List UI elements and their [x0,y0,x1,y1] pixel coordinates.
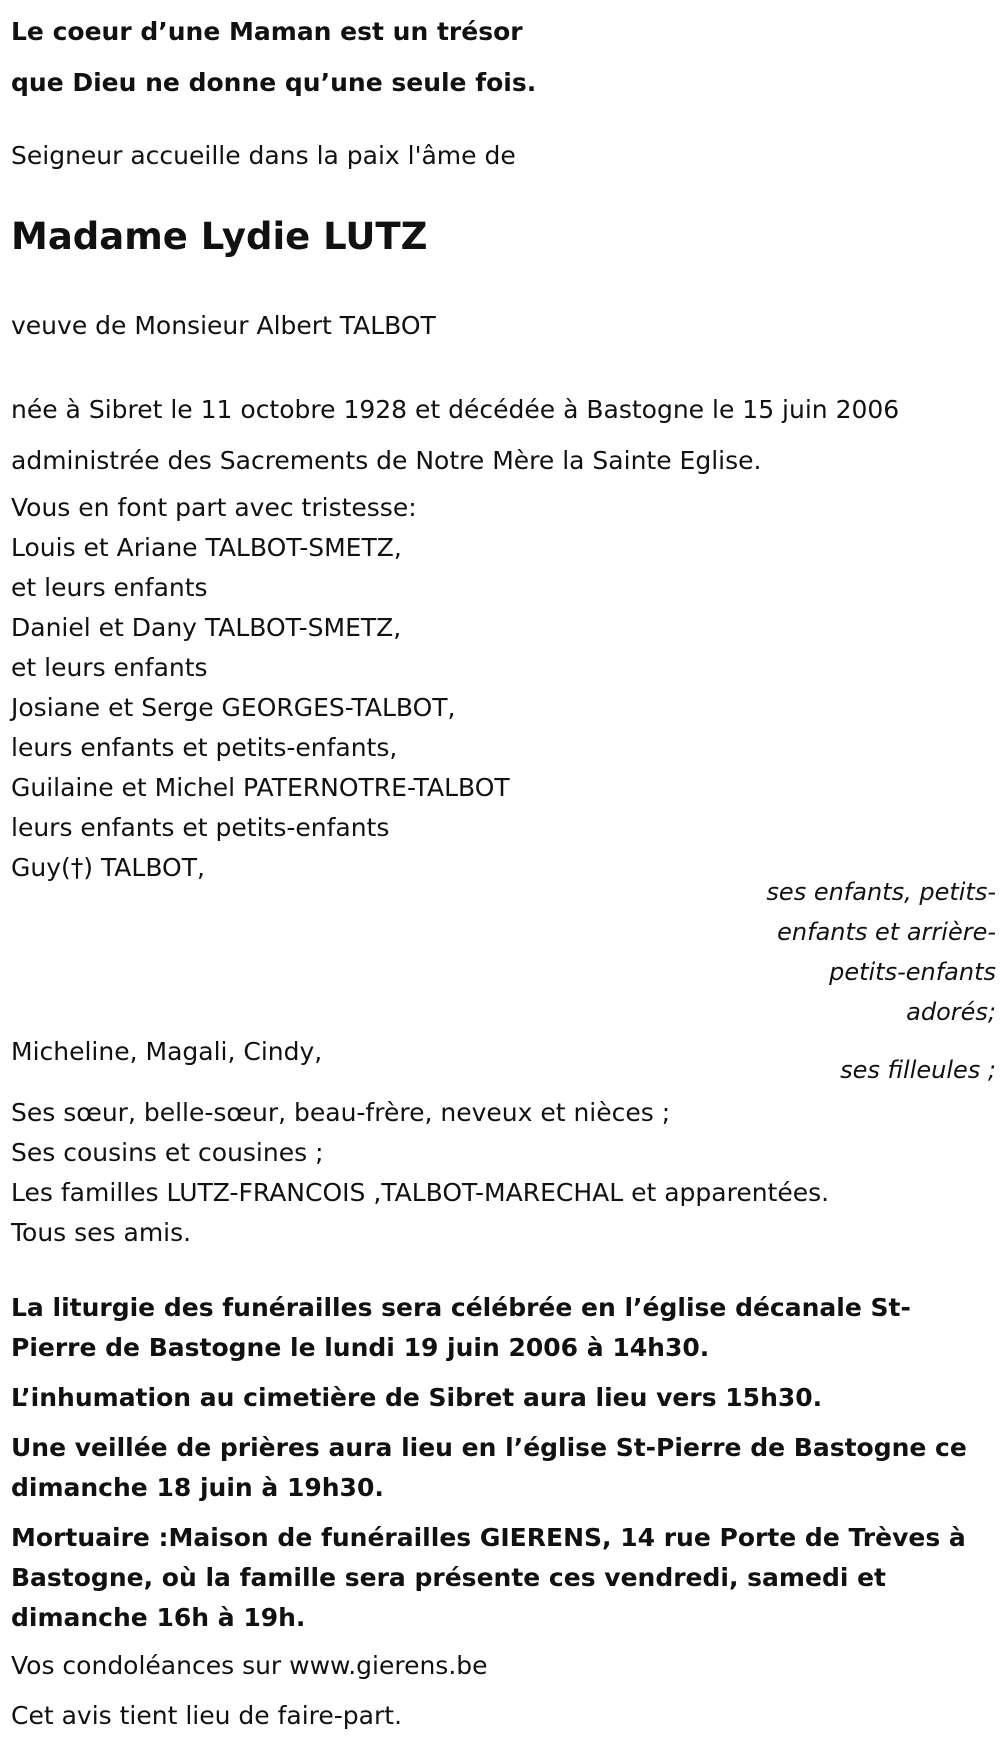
tribute-line: adorés; [906,998,996,1026]
mortuary-text: Mortuaire :Maison de funérailles GIERENS, 14 rue Porte de Trèves à Bastogne, où la famille sera présente ces vendredi, samedi et dimanche 16h à 19h. [11,1523,966,1632]
condolences-text: Vos condoléances sur www.gierens.be [11,1651,488,1680]
family-line: Louis et Ariane TALBOT-SMETZ, [11,533,402,562]
family-line: Daniel et Dany TALBOT-SMETZ, [11,613,402,642]
tribute-text [751,872,996,1032]
family-list [11,488,510,888]
family-line: leurs enfants et petits-enfants, [11,733,398,762]
epigraph [11,6,536,108]
relatives-line: Tous ses amis. [11,1218,192,1247]
family-line: et leurs enfants [11,573,208,602]
ceremony-details [11,1288,996,1648]
relatives-line: Ses sœur, belle-sœur, beau-frère, neveux et nièces ; [11,1098,671,1127]
family-line: Guilaine et Michel PATERNOTRE-TALBOT [11,773,510,802]
relatives-line: Les familles LUTZ-FRANCOIS ,TALBOT-MARECHAL et apparentées. [11,1178,830,1207]
godchildren-role: ses filleules ; [840,1056,996,1084]
tribute-line: ses enfants, petits- [766,878,996,906]
tribute-line: enfants et arrière- [777,918,996,946]
deceased-name: Madame Lydie LUTZ [11,215,428,258]
tribute-line: petits-enfants [829,958,996,986]
birth-death-text: née à Sibret le 11 octobre 1928 et décédée à Bastogne le 15 juin 2006 [11,395,900,424]
family-line: Josiane et Serge GEORGES-TALBOT, [11,693,456,722]
epigraph-line-2: que Dieu ne donne qu’une seule fois. [11,68,537,97]
sacraments-text: administrée des Sacrements de Notre Mère la Sainte Eglise. [11,446,762,475]
burial-text: L’inhumation au cimetière de Sibret aura lieu vers 15h30. [11,1383,823,1412]
notice-text: Cet avis tient lieu de faire-part. [11,1701,403,1730]
intro-text: Seigneur accueille dans la paix l'âme de [11,141,516,170]
widow-of-text: veuve de Monsieur Albert TALBOT [11,311,436,340]
family-announce: Vous en font part avec tristesse: [11,493,417,522]
liturgy-text: La liturgie des funérailles sera célébrée en l’église décanale St-Pierre de Bastogne le lundi 19 juin 2006 à 14h30. [11,1293,911,1362]
vigil-text: Une veillée de prières aura lieu en l’église St-Pierre de Bastogne ce dimanche 18 juin à 19h30. [11,1433,967,1502]
godchildren-names: Micheline, Magali, Cindy, [11,1037,323,1066]
family-line: Guy(†) TALBOT, [11,853,205,882]
epigraph-line-1: Le coeur d’une Maman est un trésor [11,17,523,46]
family-line: et leurs enfants [11,653,208,682]
family-line: leurs enfants et petits-enfants [11,813,390,842]
relatives-list [11,1093,829,1253]
dates-block [11,384,899,486]
footer [11,1641,488,1741]
relatives-line: Ses cousins et cousines ; [11,1138,324,1167]
